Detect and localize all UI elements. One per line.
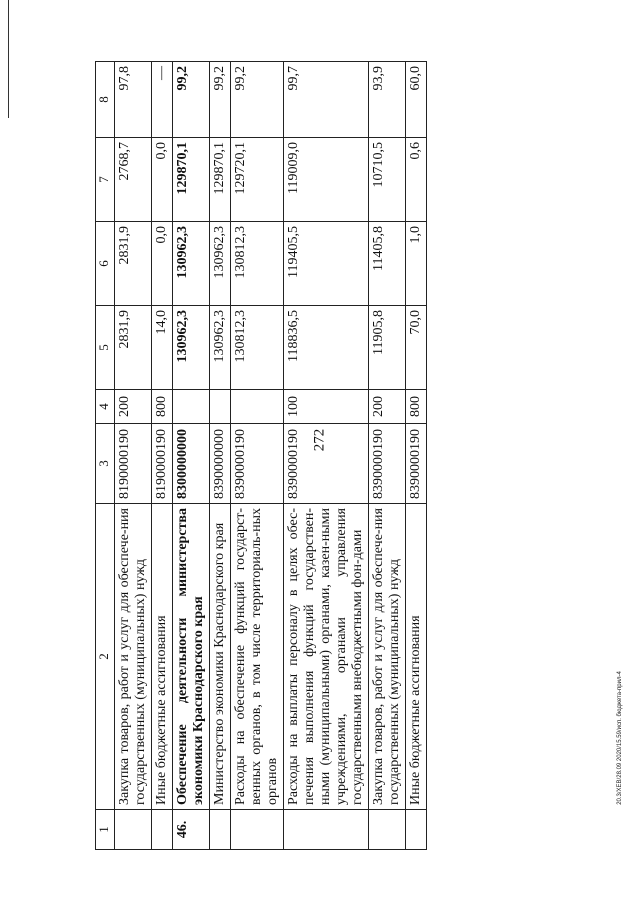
header-row [96,62,115,850]
column-header: 4 [96,390,115,424]
row-name: Закупка товаров, работ и услуг для обеспече-ния государственных (муниципальных) нужд [369,504,406,810]
row-name: Расходы на выплаты персоналу в целях обес-печения выполнения функций государствен-ными (муниципальными) органами, казен-ными учреждениями, органами управления государственными внебюджетными фон-дами [284,504,369,810]
row-name: Иные бюджетные ассигнования [152,504,173,810]
expense-type-code [173,390,210,424]
table-row [231,62,284,850]
target-article-code: 8390000190 [231,424,284,504]
executed-value: 0,0 [152,138,173,222]
table-row [406,62,427,850]
row-name: Обеспечение деятельности министерства экономики Краснодарского края [173,504,210,810]
refined-value: 130812,3 [231,222,284,306]
execution-percent: 93,9 [369,62,406,138]
table-row [173,62,210,850]
approved-value: 2831,9 [115,306,152,390]
target-article-code: 8390000190 [406,424,427,504]
row-number [406,810,427,850]
approved-value: 130962,3 [173,306,210,390]
refined-value: 11405,8 [369,222,406,306]
execution-percent: 99,2 [231,62,284,138]
target-article-code: 8390000000 [210,424,231,504]
expense-type-code: 200 [115,390,152,424]
column-header: 5 [96,306,115,390]
executed-value: 129720,1 [231,138,284,222]
expense-type-code [210,390,231,424]
refined-value: 2831,9 [115,222,152,306]
approved-value: 70,0 [406,306,427,390]
row-number [231,810,284,850]
executed-value: 129870,1 [173,138,210,222]
budget-table [95,61,427,850]
approved-value: 14,0 [152,306,173,390]
row-name: Закупка товаров, работ и услуг для обеспече-ния государственных (муниципальных) нужд [115,504,152,810]
column-header: 7 [96,138,115,222]
row-number [115,810,152,850]
row-number [284,810,369,850]
execution-percent: 99,7 [284,62,369,138]
column-header: 3 [96,424,115,504]
row-name: Расходы на обеспечение функций государст-венных органов, в том числе территориаль-ных органов [231,504,284,810]
executed-value: 0,6 [406,138,427,222]
table-row [284,62,369,850]
executed-value: 2768,7 [115,138,152,222]
expense-type-code: 200 [369,390,406,424]
refined-value: 130962,3 [210,222,231,306]
approved-value: 130812,3 [231,306,284,390]
footer-code: 20.3/XEB/28.09 2020/15.59/исп. бюджета-прил-4 [617,671,623,805]
execution-percent: 60,0 [406,62,427,138]
target-article-code: 8390000190 [369,424,406,504]
expense-type-code: 800 [406,390,427,424]
executed-value: 119009,0 [284,138,369,222]
table-row [369,62,406,850]
target-article-code: 8190000190 [115,424,152,504]
expense-type-code: 800 [152,390,173,424]
table-row [115,62,152,850]
row-number [210,810,231,850]
column-header: 2 [96,504,115,810]
refined-value: 130962,3 [173,222,210,306]
margin-rule [8,0,9,118]
execution-percent: 97,8 [115,62,152,138]
executed-value: 10710,5 [369,138,406,222]
execution-percent: 99,2 [173,62,210,138]
row-name: Иные бюджетные ассигнования [406,504,427,810]
target-article-code: 8390000190 [284,424,369,504]
refined-value: 0,0 [152,222,173,306]
row-number [152,810,173,850]
column-header: 6 [96,222,115,306]
column-header: 1 [96,810,115,850]
execution-percent: 99,2 [210,62,231,138]
page-number: 272 [311,428,328,452]
expense-type-code: 100 [284,390,369,424]
column-header: 8 [96,62,115,138]
execution-percent: — [152,62,173,138]
row-name: Министерство экономики Краснодарского края [210,504,231,810]
refined-value: 1,0 [406,222,427,306]
expense-type-code [231,390,284,424]
refined-value: 119405,5 [284,222,369,306]
row-number [369,810,406,850]
approved-value: 11905,8 [369,306,406,390]
approved-value: 130962,3 [210,306,231,390]
executed-value: 129870,1 [210,138,231,222]
target-article-code: 8300000000 [173,424,210,504]
row-number: 46. [173,810,210,850]
table-row [210,62,231,850]
table-row [152,62,173,850]
approved-value: 118836,5 [284,306,369,390]
target-article-code: 8190000190 [152,424,173,504]
budget-table-container [95,62,610,850]
